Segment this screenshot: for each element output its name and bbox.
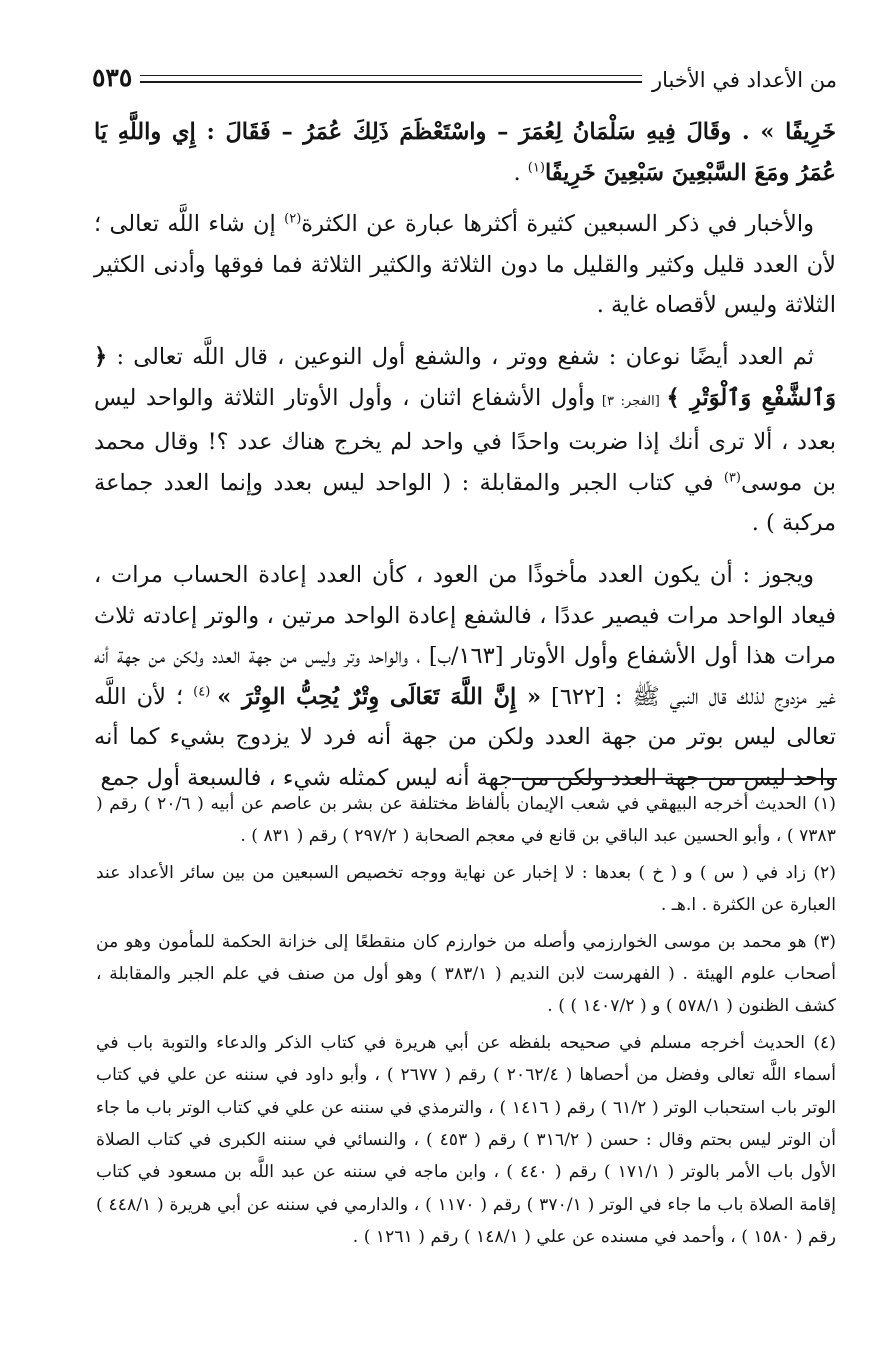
- hadith-quote: خَرِيفًا » . وقَالَ فِيهِ سَلْمَانُ لِعُمَرَ – واسْتَعْظَمَ ذَلِكَ عُمَرُ – فَقَالَ : إِي واللَّهِ يَا عُمَرُ ومَعَ السَّبْعِينَ سَبْعِينَ خَرِيفًا: [94, 119, 836, 186]
- footnote-2: (٢) زاد في ( س ) و ( خ ) بعدها : لا إخبار عن نهاية ووجه تخصيص السبعين من بين سائر الأعداد عند العبارة عن الكثرة . ا.هـ .: [96, 862, 836, 916]
- footnotes: [96, 788, 836, 1258]
- verse-citation: [الفجر: ٣]: [595, 393, 667, 409]
- paragraph-text: والأخبار في ذكر السبعين كثيرة أكثرها عبارة عن الكثرة: [301, 211, 814, 238]
- hadith-quote: « إِنَّ اللَّهَ تَعَالَى وِتْرٌ يُحِبُّ الوِتْرَ »: [217, 683, 542, 710]
- footnote-4: (٤) الحديث أخرجه مسلم في صحيحه بلفظه عن أبي هريرة في كتاب الذكر والدعاء والتوبة باب في أسماء اللَّه تعالى وفضل من أحصاها ( ٢٠٦٢/٤ ) رقم ( ٢٦٧٧ ) ، وأبو داود في سننه عن علي في كتاب الوتر باب استحباب الوتر ( ٦١/٢ ) رقم ( ١٤١٦ ) ، والترمذي في سننه عن علي في كتاب الوتر باب ما جاء أن الوتر ليس بحتم وقال : حسن ( ٣١٦/٢ ) رقم ( ٤٥٣ ) ، والنسائي في سننه الكبرى في كتاب الصلاة الأول باب الأمر بالوتر ( ١٧١/١ ) رقم ( ٤٤٠ ) ، وابن ماجه في سننه عن عبد اللَّه بن مسعود في كتاب إقامة الصلاة باب ما جاء في الوتر ( ٣٧٠/١ ) رقم ( ١١٧٠ ) ، والدارمي في سننه عن أبي هريرة ( ٤٤٨/١ ) رقم ( ١٥٨٠ ) ، وأحمد في مسنده عن علي ( ١٤٨/١ ) رقم ( ١٢٦١ ) .: [96, 1032, 836, 1248]
- running-title: من الأعداد في الأخبار: [651, 68, 837, 92]
- paragraph-text: ويجوز : أن يكون العدد مأخوذًا من العود ، كأن العدد إعادة الحساب مرات ، فيعاد الواحد مرات فيصير عددًا ، فالشفع إعادة الواحد مرتين ، والوتر إعادته ثلاث مرات هذا أول الأشفاع وأول الأوتار [١٦٣/ب] ، والواحد وتر وليس من جهة العدد ولكن من جهة أنه غير مزدوج لذلك قال النبي ﷺ : [٦٢٢]: [94, 561, 837, 710]
- footnote-3: (٣) هو محمد بن موسى الخوارزمي وأصله من خوارزم كان منقطعًا إلى خزانة الحكمة للمأمون وهو من أصحاب علوم الهيئة . ( الفهرست لابن النديم ( ٣٨٣/١ ) وهو أول من صنف في علم الجبر والمقابلة ، كشف الظنون ( ٥٧٨/١ ) و ( ١٤٠٧/٢ ) ) .: [96, 931, 836, 1017]
- paragraph-text: في كتاب الجبر والمقابلة : ( الواحد ليس بعدد وإنما العدد جماعة مركبة ) .: [94, 469, 836, 537]
- page-header: [92, 62, 837, 92]
- paragraph-4: [94, 555, 836, 799]
- header-rule: [140, 75, 642, 83]
- footnote-ref-1[interactable]: (١): [527, 160, 545, 176]
- paragraph-end: .: [513, 159, 528, 186]
- main-text: [94, 112, 836, 810]
- footnote-ref-3[interactable]: (٣): [723, 470, 741, 486]
- paragraph-1: [94, 112, 836, 193]
- footnote-ref-2[interactable]: (٢): [284, 211, 302, 227]
- paragraph-text: وأول الأشفاع اثنان ، وأول الأوتار الثلاثة والواحد ليس بعدد ، ألا ترى أنك إذا ضربت واحدًا في واحد لم يخرج هناك عدد ؟! وقال محمد بن موسى: [94, 384, 837, 496]
- paragraph-3: [94, 337, 836, 544]
- footnote-ref-4[interactable]: (٤): [193, 684, 218, 700]
- paragraph-2: [94, 204, 836, 326]
- footnote-1: (١) الحديث أخرجه البيهقي في شعب الإيمان بألفاظ مختلفة عن بشر بن عاصم عن أبيه ( ٢٠/٦ ) رقم ( ٧٣٨٣ ) ، وأبو الحسين عبد الباقي بن قانع في معجم الصحابة ( ٢٩٧/٢ ) رقم ( ٨٣١ ) .: [96, 794, 837, 847]
- paragraph-text: إن شاء اللَّه تعالى ؛ لأن العدد قليل وكثير والقليل ما دون الثلاثة والكثير الثلاثة فما فوقها وأدنى الكثير الثلاثة وليس لأقصاه غاية .: [94, 211, 836, 319]
- paragraph-text: ثم العدد أيضًا نوعان : شفع ووتر ، والشفع أول النوعين ، قال اللَّه تعالى :: [107, 343, 814, 370]
- footnote-separator: [512, 778, 837, 780]
- page-number: ٥٣٥: [92, 63, 133, 92]
- quran-verse: ﴿ وَٱلشَّفْعِ وَٱلْوَتْرِ ﴾: [94, 343, 836, 411]
- paragraph-text: ؛ لأن اللَّه تعالى ليس بوتر من جهة العدد ولكن من جهة أنه فرد لا يزدوج بشيء كما أنه واحد ليس من جهة العدد ولكن من جهة أنه ليس كمثله شيء ، فالسبعة أول جمع: [94, 683, 836, 791]
